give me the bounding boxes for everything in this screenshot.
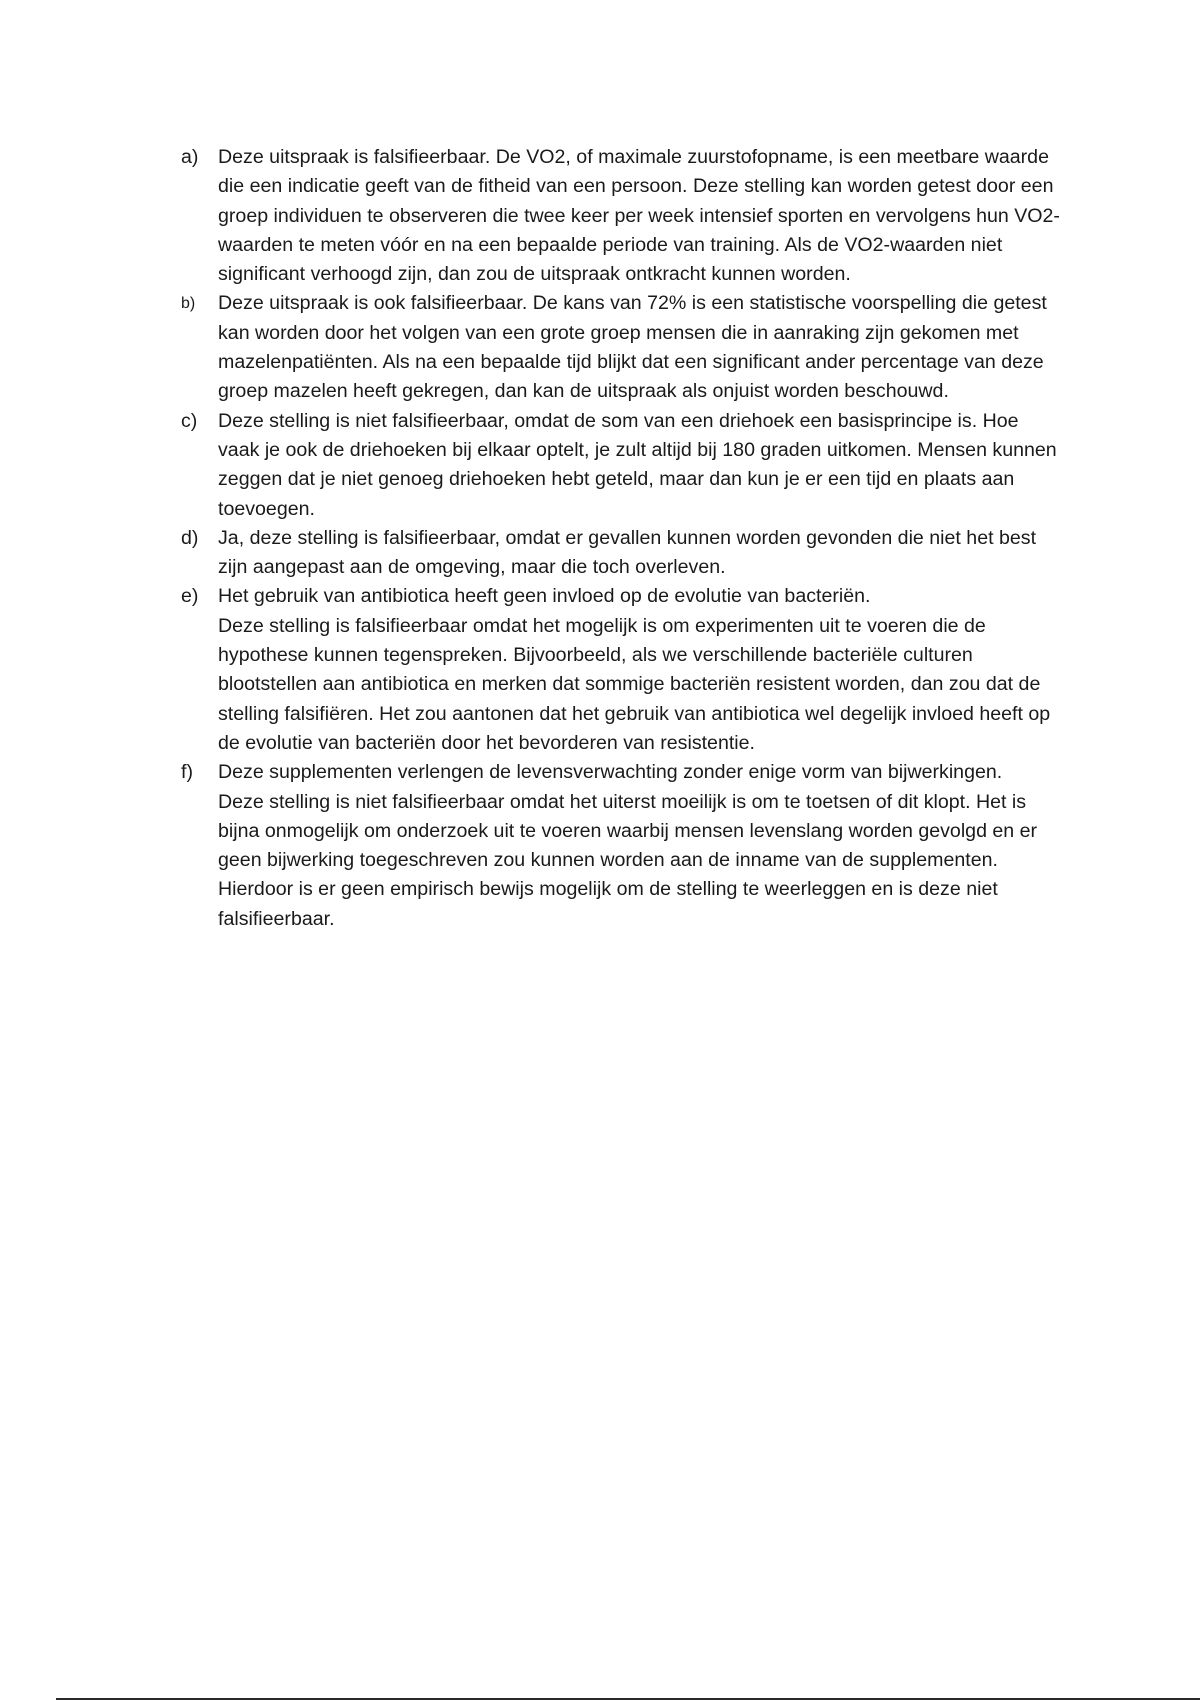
answer-body [218,407,1061,524]
answer-statement: Deze supplementen verlengen de levensverwachting zonder enige vorm van bijwerkingen. [218,761,1003,784]
answer-item-d [181,524,1061,583]
answer-statement: Het gebruik van antibiotica heeft geen invloed op de evolutie van bacteriën. [218,585,871,608]
answer-label: a) [181,146,199,168]
answer-label: c) [181,409,198,432]
answer-body [218,758,1061,934]
answer-paragraph: Deze uitspraak is falsifieerbaar. De VO2, of maximale zuurstofopname, is een meetbare waarde die een indicatie geeft van de fitheid van een persoon. Deze stelling kan worden getest door een groep individuen te observeren die twee keer per week intensief sporten en vervolgens hun VO2-waarden te meten vóór en na een bepaalde periode van training. Als de VO2-waarden niet significant verhoogd zijn, dan zou de uitspraak ontkracht kunnen worden. [218,146,1060,286]
answer-paragraph: Deze stelling is falsifieerbaar omdat het mogelijk is om experimenten uit te voeren die de hypothese kunnen tegenspreken. Bijvoorbeeld, als we verschillende bacteriële culturen blootstellen aan antibiotica en merken dat sommige bacteriën resistent worden, dan zou dat de stelling falsifiëren. Het zou aantonen dat het gebruik van antibiotica wel degelijk invloed heeft op de evolutie van bacteriën door het bevorderen van resistentie. [218,614,1051,754]
answer-label: f) [181,761,193,784]
answer-item-b [181,289,1061,406]
answer-body [218,143,1061,289]
answer-paragraph: Deze stelling is niet falsifieerbaar omdat het uiterst moeilijk is om te toetsen of dit klopt. Het is bijna onmogelijk om onderzoek uit te voeren waarbij mensen levenslang worden gevolgd en er geen bijwerking toegeschreven zou kunnen worden aan de inname van de supplementen. Hierdoor is er geen empirisch bewijs mogelijk om de stelling te weerleggen en is deze niet falsifieerbaar. [218,790,1038,930]
answer-item-f [181,758,1061,934]
answer-body [218,582,1061,758]
answer-item-c [181,407,1061,524]
answer-paragraph: Ja, deze stelling is falsifieerbaar, omdat er gevallen kunnen worden gevonden die niet het best zijn aangepast aan de omgeving, maar die toch overleven. [218,526,1037,579]
answer-paragraph: Deze uitspraak is ook falsifieerbaar. De kans van 72% is een statistische voorspelling die getest kan worden door het volgen van een grote groep mensen die in aanraking zijn gekomen met mazelenpatiënten. Als na een bepaalde tijd blijkt dat een significant ander percentage van deze groep mazelen heeft gekregen, dan kan de uitspraak als onjuist worden beschouwd. [218,292,1047,403]
answer-list [181,143,1061,934]
answer-item-a [181,143,1061,289]
answer-body [218,524,1061,583]
answer-paragraph: Deze stelling is niet falsifieerbaar, omdat de som van een driehoek een basisprincipe is. Hoe vaak je ook de driehoeken bij elkaar optelt, je zult altijd bij 180 graden uitkomen. Mensen kunnen zeggen dat je niet genoeg driehoeken hebt geteld, maar dan kun je er een tijd en plaats aan toevoegen. [218,409,1057,520]
answer-label: b) [181,295,196,313]
answer-label: e) [181,585,199,608]
answer-body [218,289,1061,406]
answer-label: d) [181,526,199,549]
answer-item-e [181,582,1061,758]
